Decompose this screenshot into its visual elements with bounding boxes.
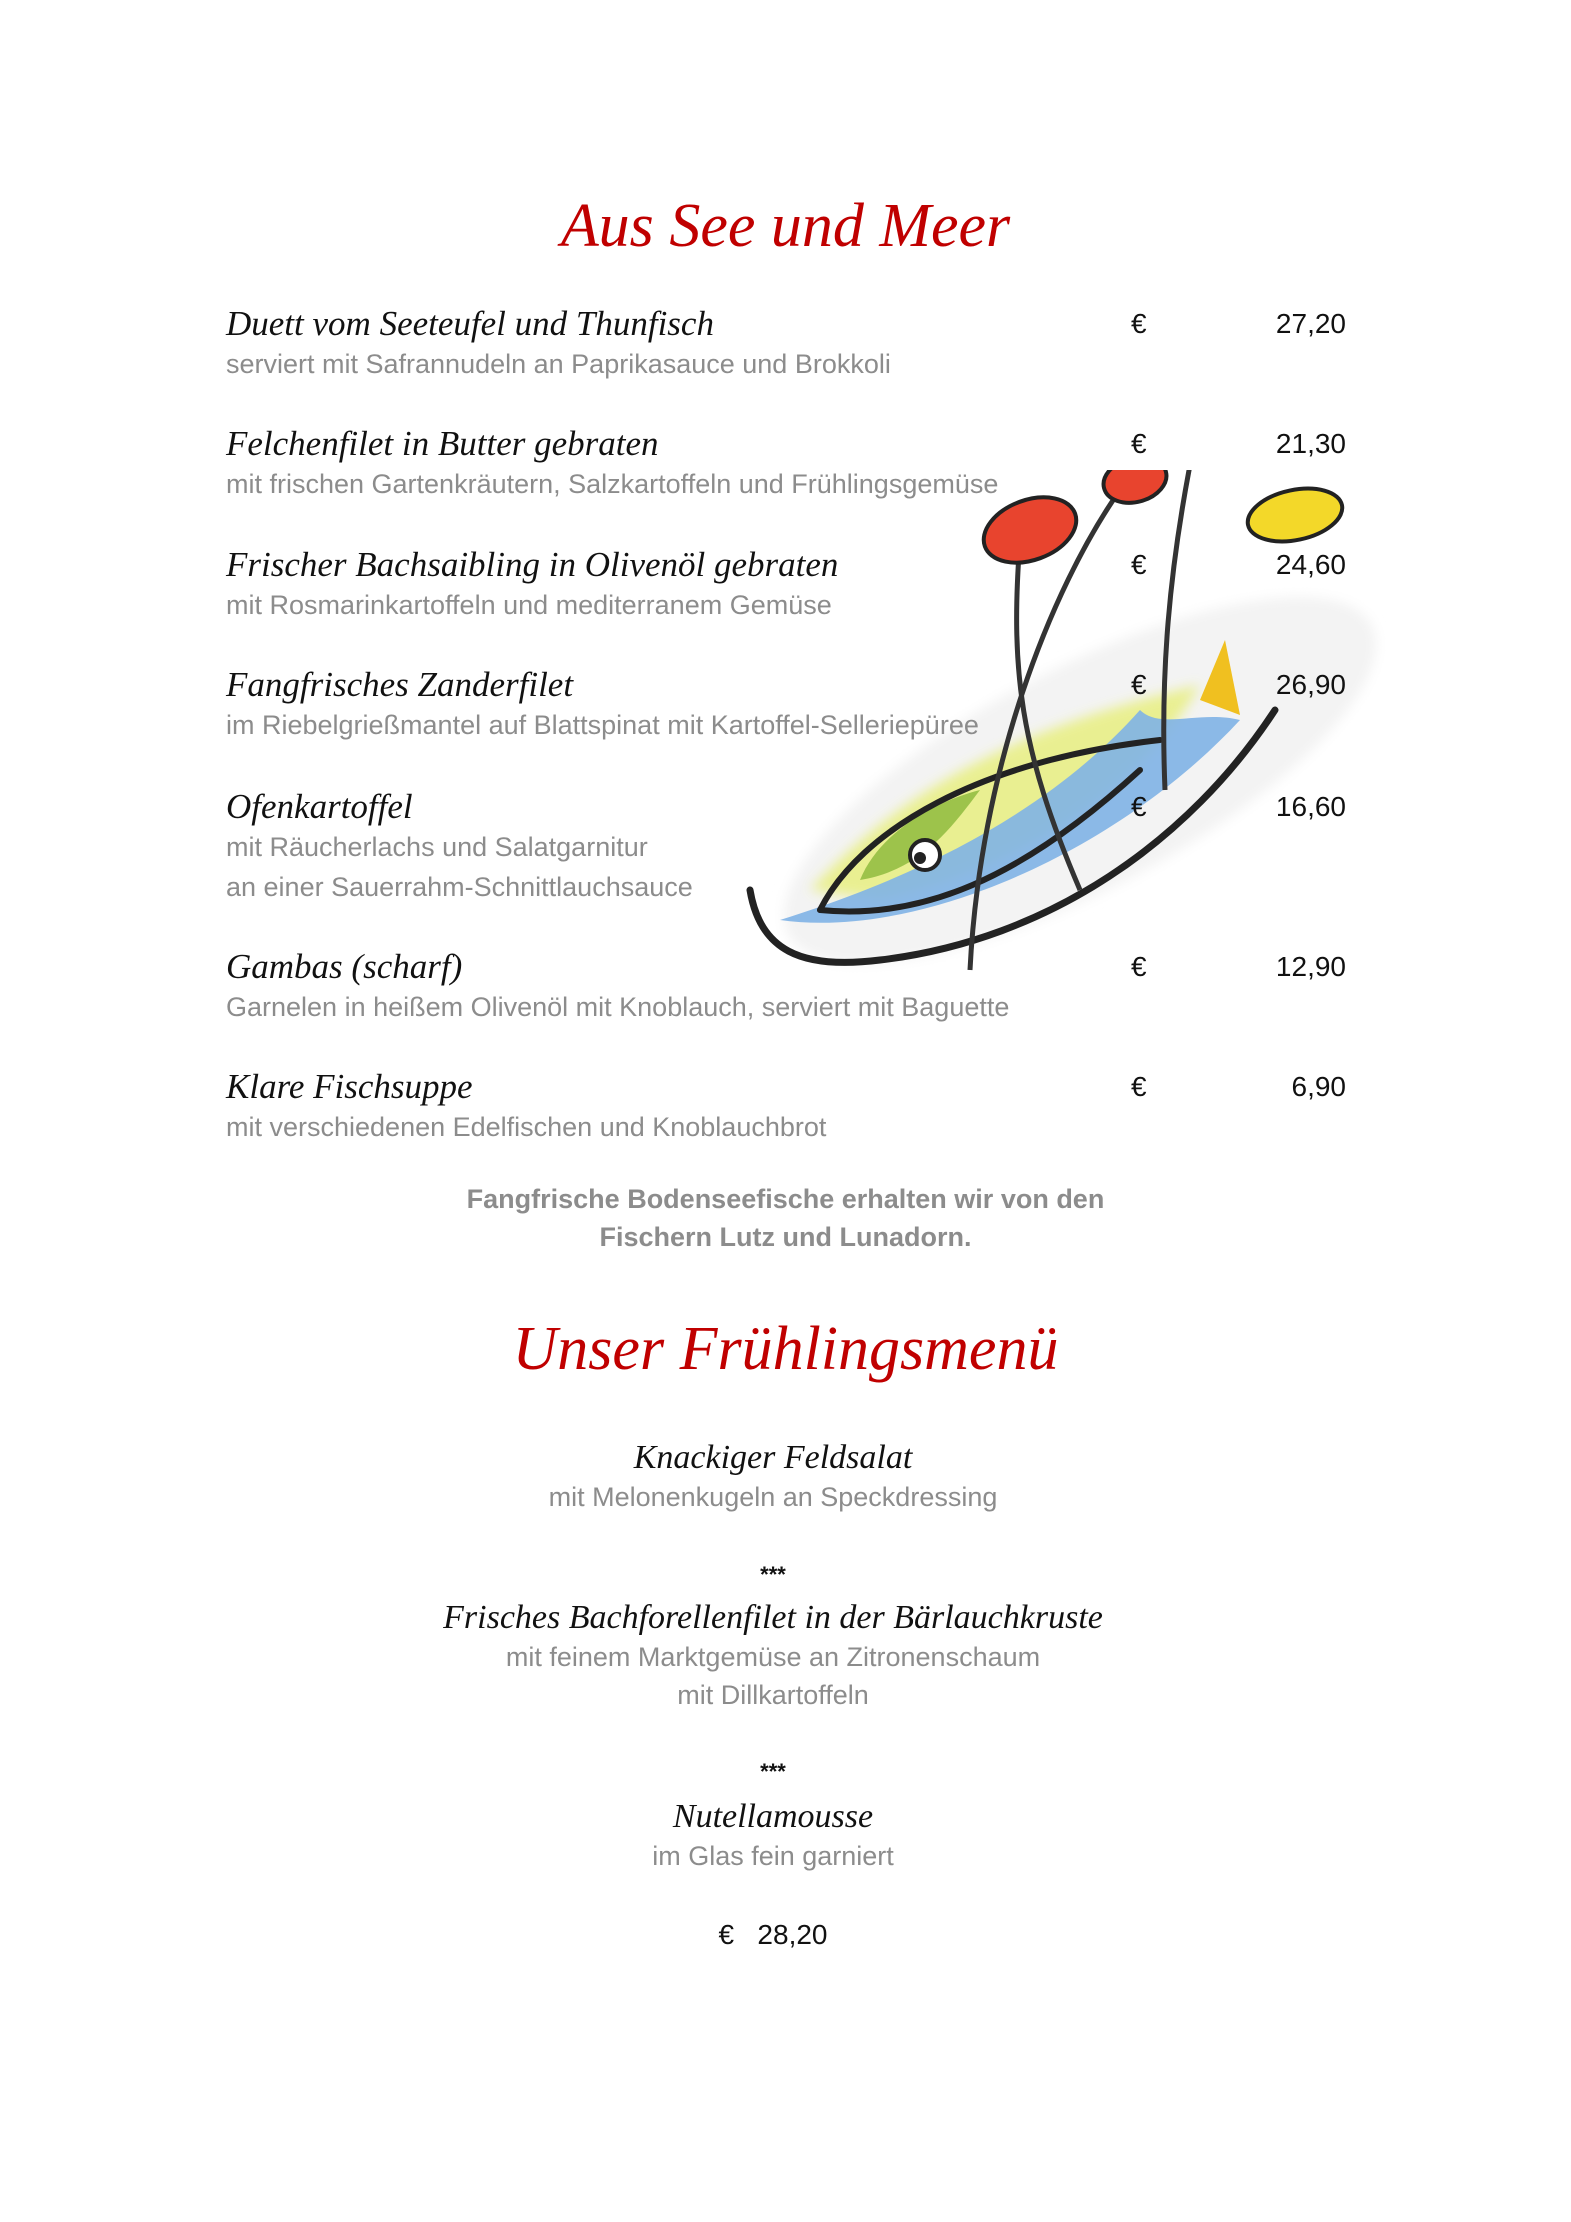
course-desc: mit Melonenkugeln an Speckdressing [548, 1482, 998, 1512]
item-name: Felchenfilet in Butter gebraten [226, 424, 659, 463]
currency-symbol: € [1131, 1071, 1147, 1102]
item-desc: im Riebelgrießmantel auf Blattspinat mit Kartoffel-Selleriepüree [226, 710, 979, 740]
menu-item [226, 1067, 1346, 1147]
currency-symbol: € [1131, 549, 1147, 580]
course-3 [373, 1797, 1173, 1875]
item-name: Fangfrisches Zanderfilet [226, 665, 574, 704]
item-price: 16,60 [1275, 791, 1346, 822]
menu-item [226, 947, 1346, 1027]
menu-price [373, 1915, 1173, 1955]
course-name: Frisches Bachforellenfilet in der Bärlauchkruste [443, 1599, 1103, 1636]
course-desc: im Glas fein garniert [652, 1841, 894, 1871]
course-name: Knackiger Feldsalat [633, 1439, 913, 1476]
fish-source-note [0, 1180, 1571, 1256]
item-name: Ofenkartoffel [226, 787, 413, 826]
item-price: 12,90 [1275, 951, 1346, 982]
menu-item [226, 424, 1346, 504]
section-title-see-meer: Aus See und Meer [560, 192, 1011, 260]
menu-item [226, 665, 1346, 745]
item-price: 27,20 [1275, 308, 1346, 339]
course-desc: mit Dillkartoffeln [677, 1680, 869, 1710]
item-name: Klare Fischsuppe [226, 1067, 473, 1106]
item-name: Frischer Bachsaibling in Olivenöl gebraten [226, 545, 839, 584]
item-name: Gambas (scharf) [226, 947, 463, 986]
menu-currency: € [718, 1919, 735, 1950]
menu-item [226, 545, 1346, 625]
section-title-fruehlingsmenue: Unser Frühlingsmenü [512, 1315, 1059, 1383]
item-desc: an einer Sauerrahm-Schnittlauchsauce [226, 872, 693, 902]
note-line: Fangfrische Bodenseefische erhalten wir von den [466, 1184, 1105, 1214]
item-desc: Garnelen in heißem Olivenöl mit Knoblauch, serviert mit Baguette [226, 992, 1010, 1022]
item-desc: mit Rosmarinkartoffeln und mediterranem Gemüse [226, 590, 832, 620]
course-1 [373, 1438, 1173, 1516]
note-line: Fischern Lutz und Lunadorn. [599, 1222, 972, 1252]
item-desc: serviert mit Safrannudeln an Paprikasauce und Brokkoli [226, 349, 891, 379]
menu-price-value: 28,20 [757, 1919, 828, 1950]
item-desc: mit Räucherlachs und Salatgarnitur [226, 832, 648, 862]
currency-symbol: € [1131, 791, 1147, 822]
item-price: 6,90 [1291, 1071, 1346, 1102]
item-desc: mit frischen Gartenkräutern, Salzkartoffeln und Frühlingsgemüse [226, 469, 999, 499]
item-price: 24,60 [1275, 549, 1346, 580]
item-price: 26,90 [1275, 669, 1346, 700]
currency-symbol: € [1131, 428, 1147, 459]
currency-symbol: € [1131, 669, 1147, 700]
course-2 [373, 1598, 1173, 1714]
course-name: Nutellamousse [672, 1798, 874, 1835]
currency-symbol: € [1131, 951, 1147, 982]
currency-symbol: € [1131, 308, 1147, 339]
item-price: 21,30 [1275, 428, 1346, 459]
menu-item [226, 787, 1346, 907]
item-desc: mit verschiedenen Edelfischen und Knoblauchbrot [226, 1112, 827, 1142]
menu-item [226, 304, 1346, 384]
separator: *** [760, 1759, 786, 1784]
item-name: Duett vom Seeteufel und Thunfisch [226, 304, 714, 343]
separator: *** [760, 1562, 786, 1587]
course-desc: mit feinem Marktgemüse an Zitronenschaum [505, 1642, 1041, 1672]
